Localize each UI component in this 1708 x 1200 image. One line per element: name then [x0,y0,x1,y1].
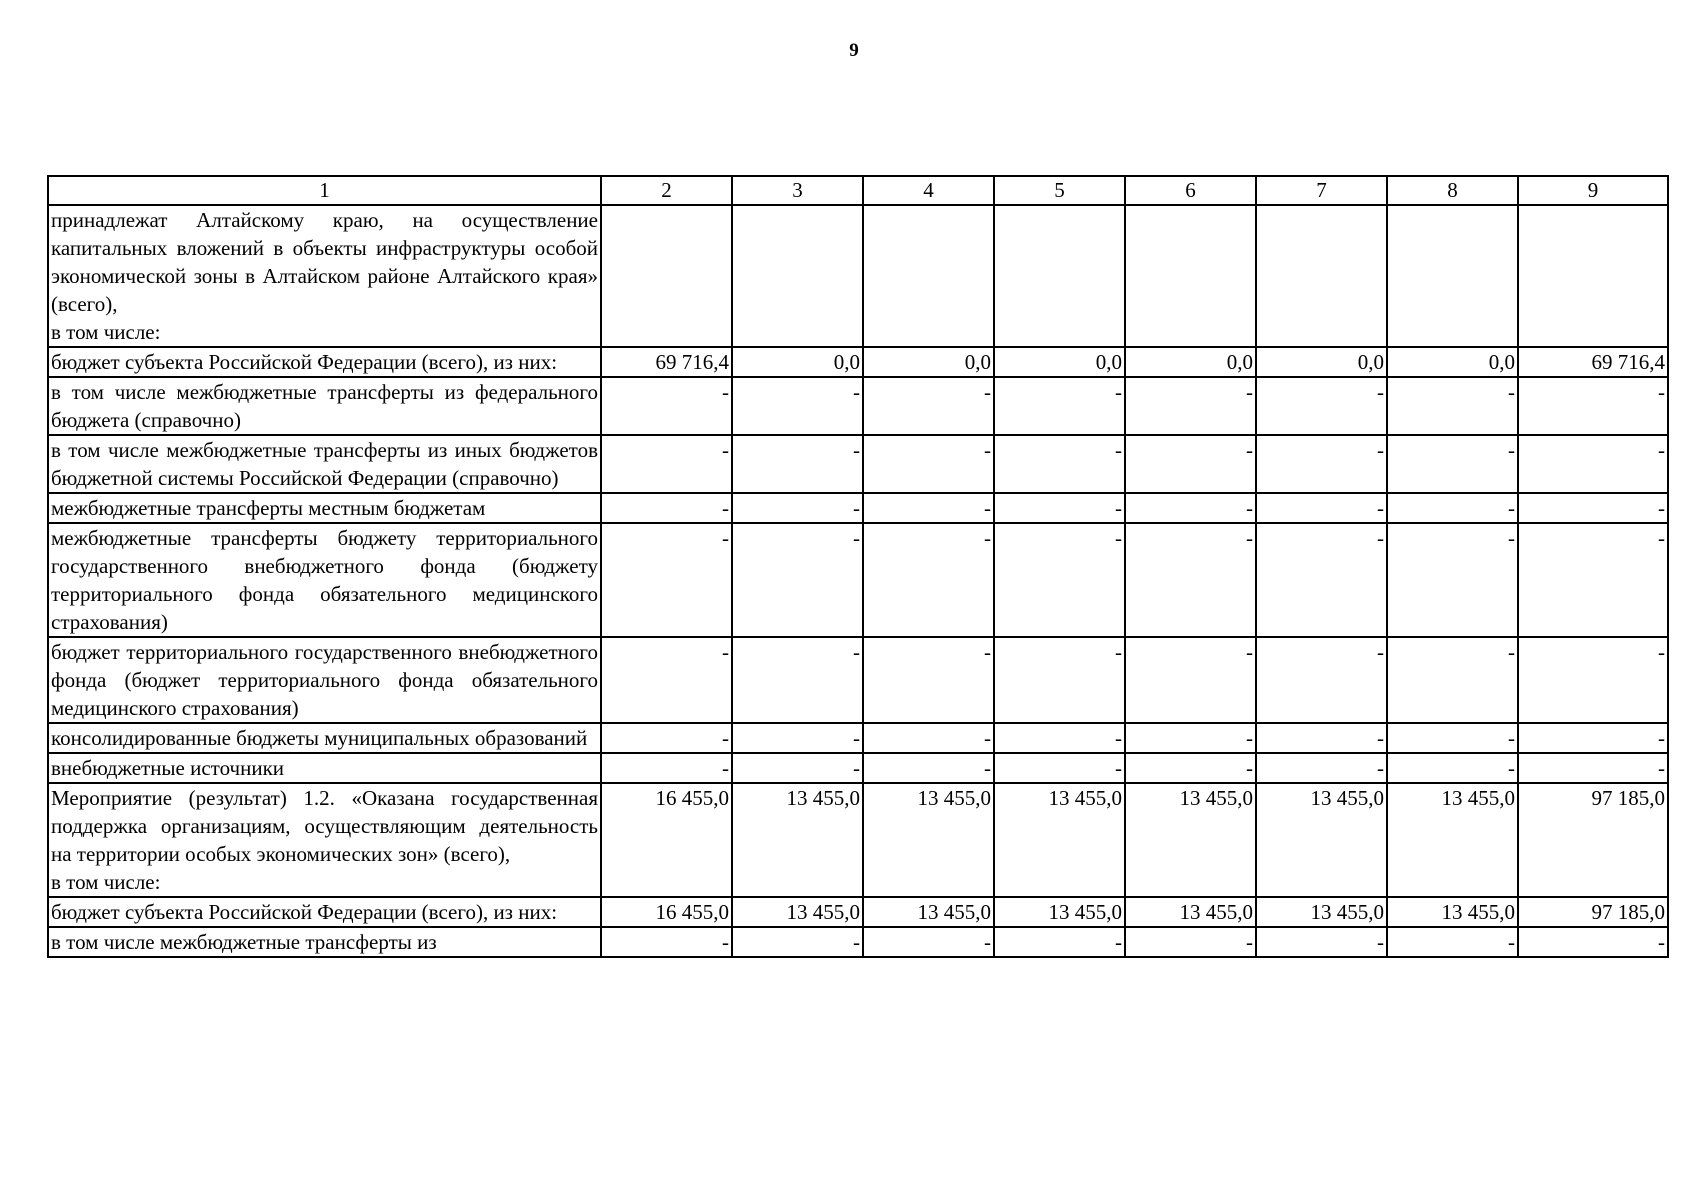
value-cell: 0,0 [1125,347,1256,377]
row-label: бюджет субъекта Российской Федерации (всего), из них: [48,897,601,927]
value-cell: - [1387,927,1518,957]
value-cell: - [1256,523,1387,637]
value-cell: - [1518,435,1668,493]
header-row [48,176,1668,205]
value-cell: - [732,927,863,957]
value-cell: 13 455,0 [1125,897,1256,927]
value-cell: - [863,723,994,753]
row-label: в том числе межбюджетные трансферты из иных бюджетов бюджетной системы Российской Федерации (справочно) [48,435,601,493]
table-row [48,435,1668,493]
value-cell: - [1518,377,1668,435]
value-cell: 13 455,0 [732,897,863,927]
value-cell: - [994,493,1125,523]
value-cell: 16 455,0 [601,897,732,927]
column-header: 8 [1387,176,1518,205]
column-header: 1 [48,176,601,205]
value-cell: - [732,753,863,783]
value-cell: - [1125,723,1256,753]
value-cell: - [1518,723,1668,753]
page-number: 9 [849,40,859,61]
value-cell: - [1125,523,1256,637]
table-row [48,205,1668,347]
value-cell: - [1518,523,1668,637]
value-cell: 13 455,0 [1387,897,1518,927]
value-cell: 13 455,0 [994,783,1125,897]
value-cell: - [601,435,732,493]
value-cell: - [732,637,863,723]
row-label: межбюджетные трансферты бюджету территориального государственного внебюджетного фонда (бюджету территориального фонда обязательного медицинского страхования) [48,523,601,637]
table-row [48,723,1668,753]
table-row [48,753,1668,783]
value-cell: - [994,523,1125,637]
value-cell: - [1387,753,1518,783]
table-row [48,783,1668,897]
value-cell: - [994,435,1125,493]
value-cell: - [1387,523,1518,637]
value-cell: 13 455,0 [1125,783,1256,897]
value-cell: - [1256,493,1387,523]
value-cell: 0,0 [732,347,863,377]
value-cell: - [994,637,1125,723]
row-label: в том числе межбюджетные трансферты из федерального бюджета (справочно) [48,377,601,435]
table-row [48,493,1668,523]
value-cell: - [601,637,732,723]
column-header: 2 [601,176,732,205]
value-cell: - [863,493,994,523]
value-cell: 13 455,0 [1256,897,1387,927]
value-cell [601,205,732,347]
budget-table [47,175,1669,958]
value-cell: - [863,927,994,957]
row-label: Мероприятие (результат) 1.2. «Оказана государственная поддержка организациям, осуществляющим деятельность на территории особых экономических зон» (всего), в том числе: [48,783,601,897]
value-cell: - [1256,753,1387,783]
column-header: 3 [732,176,863,205]
value-cell: - [1387,493,1518,523]
row-label: консолидированные бюджеты муниципальных образований [48,723,601,753]
value-cell: 69 716,4 [601,347,732,377]
value-cell: 0,0 [994,347,1125,377]
row-label: внебюджетные источники [48,753,601,783]
value-cell: - [994,723,1125,753]
value-cell: - [1518,753,1668,783]
value-cell: - [1125,435,1256,493]
value-cell: 97 185,0 [1518,897,1668,927]
value-cell: 13 455,0 [863,897,994,927]
table-row [48,377,1668,435]
value-cell: - [863,637,994,723]
value-cell [1256,205,1387,347]
value-cell: 0,0 [1387,347,1518,377]
value-cell: - [1518,493,1668,523]
value-cell: - [863,435,994,493]
value-cell: - [994,753,1125,783]
value-cell: - [1518,927,1668,957]
value-cell: - [732,523,863,637]
row-label: в том числе межбюджетные трансферты из [48,927,601,957]
value-cell: - [863,377,994,435]
value-cell: 16 455,0 [601,783,732,897]
value-cell: - [732,435,863,493]
value-cell: - [1125,753,1256,783]
value-cell: - [863,753,994,783]
column-header: 7 [1256,176,1387,205]
value-cell: - [1387,435,1518,493]
value-cell: - [1125,927,1256,957]
value-cell: - [601,377,732,435]
value-cell: - [601,753,732,783]
value-cell: - [732,377,863,435]
value-cell: 97 185,0 [1518,783,1668,897]
table-body [48,205,1668,957]
value-cell: - [1387,377,1518,435]
row-label: бюджет субъекта Российской Федерации (всего), из них: [48,347,601,377]
row-label: принадлежат Алтайскому краю, на осуществление капитальных вложений в объекты инфраструктуры особой экономической зоны в Алтайском районе Алтайского края» (всего), в том числе: [48,205,601,347]
value-cell: 13 455,0 [863,783,994,897]
value-cell: - [601,723,732,753]
table-row [48,897,1668,927]
value-cell: - [1256,637,1387,723]
value-cell: - [1125,377,1256,435]
value-cell: - [1518,637,1668,723]
table-row [48,637,1668,723]
value-cell: - [601,927,732,957]
value-cell [863,205,994,347]
value-cell: - [601,493,732,523]
value-cell [994,205,1125,347]
value-cell [1387,205,1518,347]
table-row [48,347,1668,377]
value-cell: 13 455,0 [732,783,863,897]
value-cell [1125,205,1256,347]
value-cell: - [994,377,1125,435]
value-cell: - [1125,493,1256,523]
column-header: 9 [1518,176,1668,205]
value-cell: 13 455,0 [994,897,1125,927]
value-cell: 13 455,0 [1387,783,1518,897]
column-header: 5 [994,176,1125,205]
value-cell: - [1256,723,1387,753]
value-cell: - [732,493,863,523]
value-cell: - [994,927,1125,957]
value-cell: - [863,523,994,637]
row-label: межбюджетные трансферты местным бюджетам [48,493,601,523]
value-cell: 69 716,4 [1518,347,1668,377]
table-row [48,927,1668,957]
value-cell: - [601,523,732,637]
column-header: 4 [863,176,994,205]
column-header: 6 [1125,176,1256,205]
value-cell: - [1125,637,1256,723]
table-row [48,523,1668,637]
value-cell [1518,205,1668,347]
value-cell: - [1256,927,1387,957]
value-cell: 0,0 [863,347,994,377]
value-cell: - [732,723,863,753]
value-cell: - [1256,377,1387,435]
row-label: бюджет территориального государственного внебюджетного фонда (бюджет территориального фонда обязательного медицинского страхования) [48,637,601,723]
value-cell [732,205,863,347]
value-cell: - [1387,637,1518,723]
value-cell: - [1387,723,1518,753]
value-cell: 13 455,0 [1256,783,1387,897]
value-cell: 0,0 [1256,347,1387,377]
value-cell: - [1256,435,1387,493]
